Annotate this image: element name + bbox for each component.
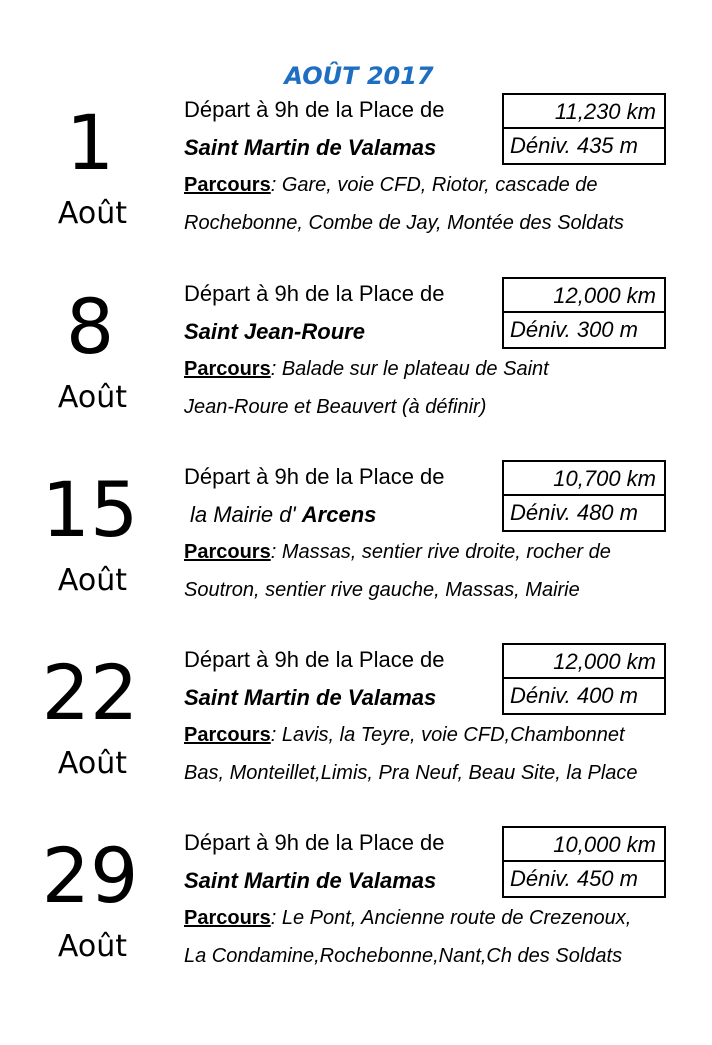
route-line-1 <box>184 359 549 379</box>
route-line-2: Rochebonne, Combe de Jay, Montée des Soldats <box>184 212 624 234</box>
month-label: Août <box>57 929 128 964</box>
elevation-value: Déniv. 400 m <box>510 683 638 708</box>
stats-box <box>502 643 666 715</box>
stats-box <box>502 460 666 532</box>
departure-place: Saint Martin de Valamas <box>184 685 437 710</box>
stats-box <box>502 93 666 165</box>
page-title <box>0 62 712 90</box>
elevation-value: Déniv. 480 m <box>510 500 638 525</box>
departure-place <box>184 504 376 526</box>
distance-value: 10,700 km <box>504 462 664 496</box>
departure-text: Départ à 9h de la Place de <box>184 281 445 306</box>
departure-place-prefix: la Mairie d' <box>190 502 302 527</box>
distance-value: 10,000 km <box>504 828 664 862</box>
distance-value: 11,230 km <box>504 95 664 129</box>
route-text-1: : Gare, voie CFD, Riotor, cascade de <box>270 174 598 196</box>
stats-box <box>502 277 666 349</box>
route-text-1: : Lavis, la Teyre, voie CFD,Chambonnet <box>270 724 625 746</box>
route-label: Parcours <box>184 358 271 380</box>
hike-entry <box>0 832 712 1012</box>
route-label: Parcours <box>184 541 271 563</box>
route-line-1 <box>184 175 598 195</box>
hike-entry <box>0 99 712 279</box>
route-text-1: : Balade sur le plateau de Saint <box>270 358 549 380</box>
stats-box <box>502 826 666 898</box>
elevation-value: Déniv. 450 m <box>510 866 638 891</box>
route-line-2: Bas, Monteillet,Limis, Pra Neuf, Beau Site, la Place <box>184 762 638 784</box>
route-line-1 <box>184 908 631 928</box>
day-number: 29 <box>41 831 139 920</box>
elevation-value: Déniv. 435 m <box>510 133 638 158</box>
route-label: Parcours <box>184 724 271 746</box>
month-label: Août <box>57 196 128 231</box>
route-line-1 <box>184 725 625 745</box>
departure-text: Départ à 9h de la Place de <box>184 464 445 489</box>
day-number: 22 <box>41 648 139 737</box>
day-number: 15 <box>41 465 139 554</box>
route-line-1 <box>184 542 611 562</box>
distance-value: 12,000 km <box>504 279 664 313</box>
route-line-2: Soutron, sentier rive gauche, Massas, Mairie <box>184 579 580 601</box>
distance-value: 12,000 km <box>504 645 664 679</box>
month-label: Août <box>57 746 128 781</box>
month-label: Août <box>57 380 128 415</box>
departure-place: Saint Martin de Valamas <box>184 868 437 893</box>
route-label: Parcours <box>184 174 271 196</box>
day-number: 1 <box>65 98 115 187</box>
hike-entry <box>0 283 712 463</box>
day-number: 8 <box>65 282 115 371</box>
departure-text: Départ à 9h de la Place de <box>184 830 445 855</box>
route-text-1: : Massas, sentier rive droite, rocher de <box>270 541 611 563</box>
route-text-1: : Le Pont, Ancienne route de Crezenoux, <box>270 907 632 929</box>
route-label: Parcours <box>184 907 271 929</box>
page-title-text: AOÛT 2017 <box>284 62 434 90</box>
route-line-2: La Condamine,Rochebonne,Nant,Ch des Soldats <box>184 945 623 967</box>
departure-place: Saint Martin de Valamas <box>184 135 437 160</box>
departure-text: Départ à 9h de la Place de <box>184 647 445 672</box>
route-line-2: Jean-Roure et Beauvert (à définir) <box>184 396 487 418</box>
departure-text: Départ à 9h de la Place de <box>184 97 445 122</box>
departure-place: Saint Jean-Roure <box>184 319 365 344</box>
elevation-value: Déniv. 300 m <box>510 317 638 342</box>
departure-place-name: Arcens <box>301 502 377 527</box>
hike-entry <box>0 466 712 646</box>
month-label: Août <box>57 563 128 598</box>
hike-entry <box>0 649 712 829</box>
